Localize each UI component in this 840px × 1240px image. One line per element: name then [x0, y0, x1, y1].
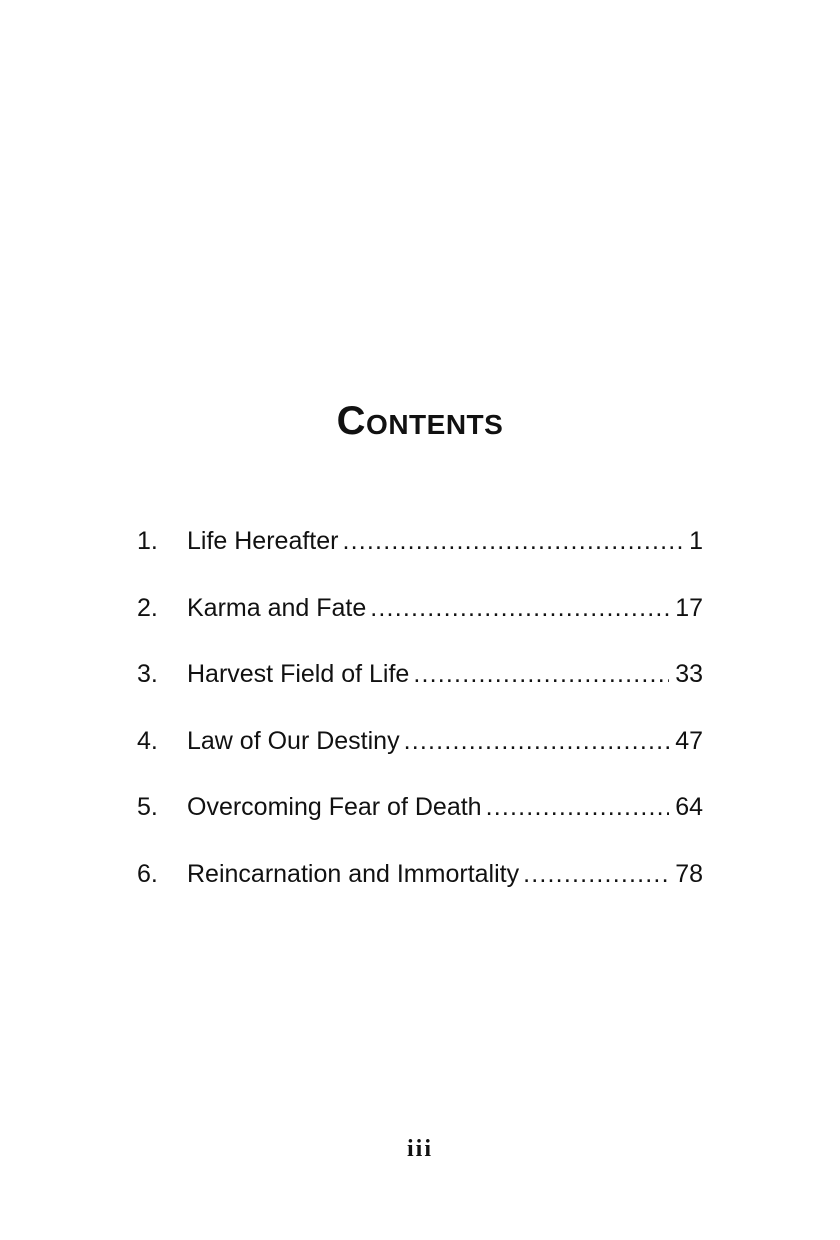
toc-entry-number: 3. [137, 660, 158, 689]
toc-entry-page: 33 [675, 660, 703, 689]
toc-entry-title: Harvest Field of Life [187, 660, 410, 689]
toc-entry-page: 17 [675, 593, 703, 622]
toc-entry [137, 722, 703, 789]
toc-entry-title: Law of Our Destiny [187, 726, 400, 755]
page-title: Contents [336, 398, 504, 443]
toc-entry-title: Overcoming Fear of Death [187, 793, 482, 822]
toc-entry-page: 47 [675, 726, 703, 755]
toc-entry-number: 4. [137, 726, 158, 755]
toc-entry [137, 655, 703, 722]
toc-dot-leader [404, 722, 670, 760]
toc-entry [137, 788, 703, 855]
page-number: iii [406, 1136, 433, 1162]
toc-entry-number: 6. [137, 859, 158, 888]
toc-entry-title: Life Hereafter [187, 527, 339, 555]
toc-dot-leader [486, 788, 670, 826]
toc-dot-leader [370, 589, 669, 627]
toc-entry-page: 78 [675, 859, 703, 888]
toc-entry-number: 1. [137, 527, 158, 555]
toc-dot-leader [413, 655, 669, 693]
toc-entry-page: 1 [689, 527, 703, 555]
toc-entry [137, 522, 703, 589]
toc-entry-title: Karma and Fate [187, 593, 367, 622]
toc-dot-leader [342, 522, 683, 560]
toc-entry-number: 5. [137, 793, 158, 822]
toc-entry-title: Reincarnation and Immortality [187, 859, 520, 888]
toc-entry-page: 64 [675, 793, 703, 822]
toc-entry [137, 855, 703, 922]
toc-dot-leader [523, 855, 669, 893]
table-of-contents [137, 522, 703, 922]
toc-entry [137, 589, 703, 656]
toc-entry-number: 2. [137, 593, 158, 622]
